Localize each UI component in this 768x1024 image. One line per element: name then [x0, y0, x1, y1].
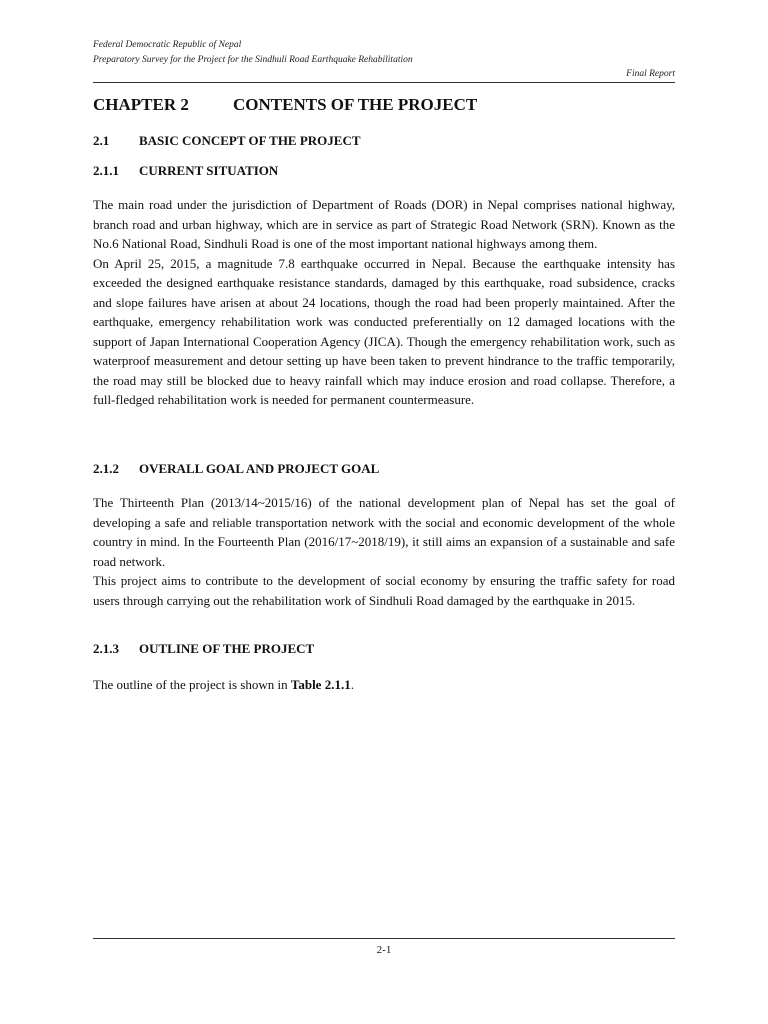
page-number: 2-1 — [376, 944, 392, 956]
section-title: OVERALL GOAL AND PROJECT GOAL — [139, 461, 380, 476]
current-situation-body — [93, 195, 675, 410]
section-heading-2-1-3 — [93, 641, 675, 657]
paragraph: The main road under the jurisdiction of Department of Roads (DOR) in Nepal comprises national highway, branch road and urban highway, which are in service as part of Strategic Road Network (SRN). Known as the No.6 National Road, Sindhuli Road is one of the most important national highways among them. — [93, 197, 675, 251]
overall-goal-body — [93, 493, 675, 610]
section-title: CURRENT SITUATION — [139, 163, 279, 178]
section-number: 2.1.1 — [93, 163, 119, 178]
section-number: 2.1 — [93, 133, 110, 148]
section-number: 2.1.2 — [93, 461, 119, 476]
outline-text-end: . — [350, 677, 354, 692]
chapter-heading — [93, 95, 675, 115]
outline-body — [93, 675, 675, 695]
paragraph: On April 25, 2015, a magnitude 7.8 earthquake occurred in Nepal. Because the earthquake intensity has exceeded the designed earthquake resistance standards, damaged by this earthquake, road subsidence, cracks and slope failures have arisen at about 24 locations, though the road had been properly maintained. After the earthquake, emergency rehabilitation work was conducted preferentially on 12 damaged locations with the support of Japan International Cooperation Agency (JICA). Though the emergency rehabilitation work, such as waterproof measurement and detour setting up have been taken to prevent hindrance to the traffic temporarily, the road may still be blocked due to heavy rainfall which may induce erosion and road collapse. Therefore, a full-fledged rehabilitation work is needed for permanent countermeasure. — [93, 255, 675, 407]
chapter-title: CONTENTS OF THE PROJECT — [233, 95, 478, 114]
section-title: OUTLINE OF THE PROJECT — [139, 641, 315, 656]
paragraph: The Thirteenth Plan (2013/14~2015/16) of the national development plan of Nepal has set the goal of developing a safe and reliable transportation network with the social and economic development of the whole country in mind. In the Fourteenth Plan (2016/17~2018/19), it still aims an expansion of a sustainable and safe road network. — [93, 495, 675, 569]
paragraph: This project aims to contribute to the development of social economy by ensuring the traffic safety for road users through carrying out the rehabilitation work of Sindhuli Road damaged by the earthquake in 2015. — [93, 573, 675, 608]
paragraph — [93, 675, 675, 695]
header-divider — [93, 82, 675, 83]
section-heading-2-1 — [93, 133, 675, 149]
table-reference[interactable]: Table 2.1.1 — [290, 677, 351, 692]
header-organization: Federal Democratic Republic of Nepal — [93, 40, 242, 50]
outline-text: The outline of the project is shown in — [93, 677, 291, 692]
section-heading-2-1-2 — [93, 461, 675, 477]
header-report-type: Final Report — [626, 69, 675, 79]
section-heading-2-1-1 — [93, 163, 675, 179]
section-title: BASIC CONCEPT OF THE PROJECT — [139, 133, 361, 148]
header-project-title: Preparatory Survey for the Project for the Sindhuli Road Earthquake Rehabilitation — [93, 55, 413, 65]
chapter-number: CHAPTER 2 — [93, 95, 189, 114]
footer-divider — [93, 938, 675, 939]
section-number: 2.1.3 — [93, 641, 119, 656]
